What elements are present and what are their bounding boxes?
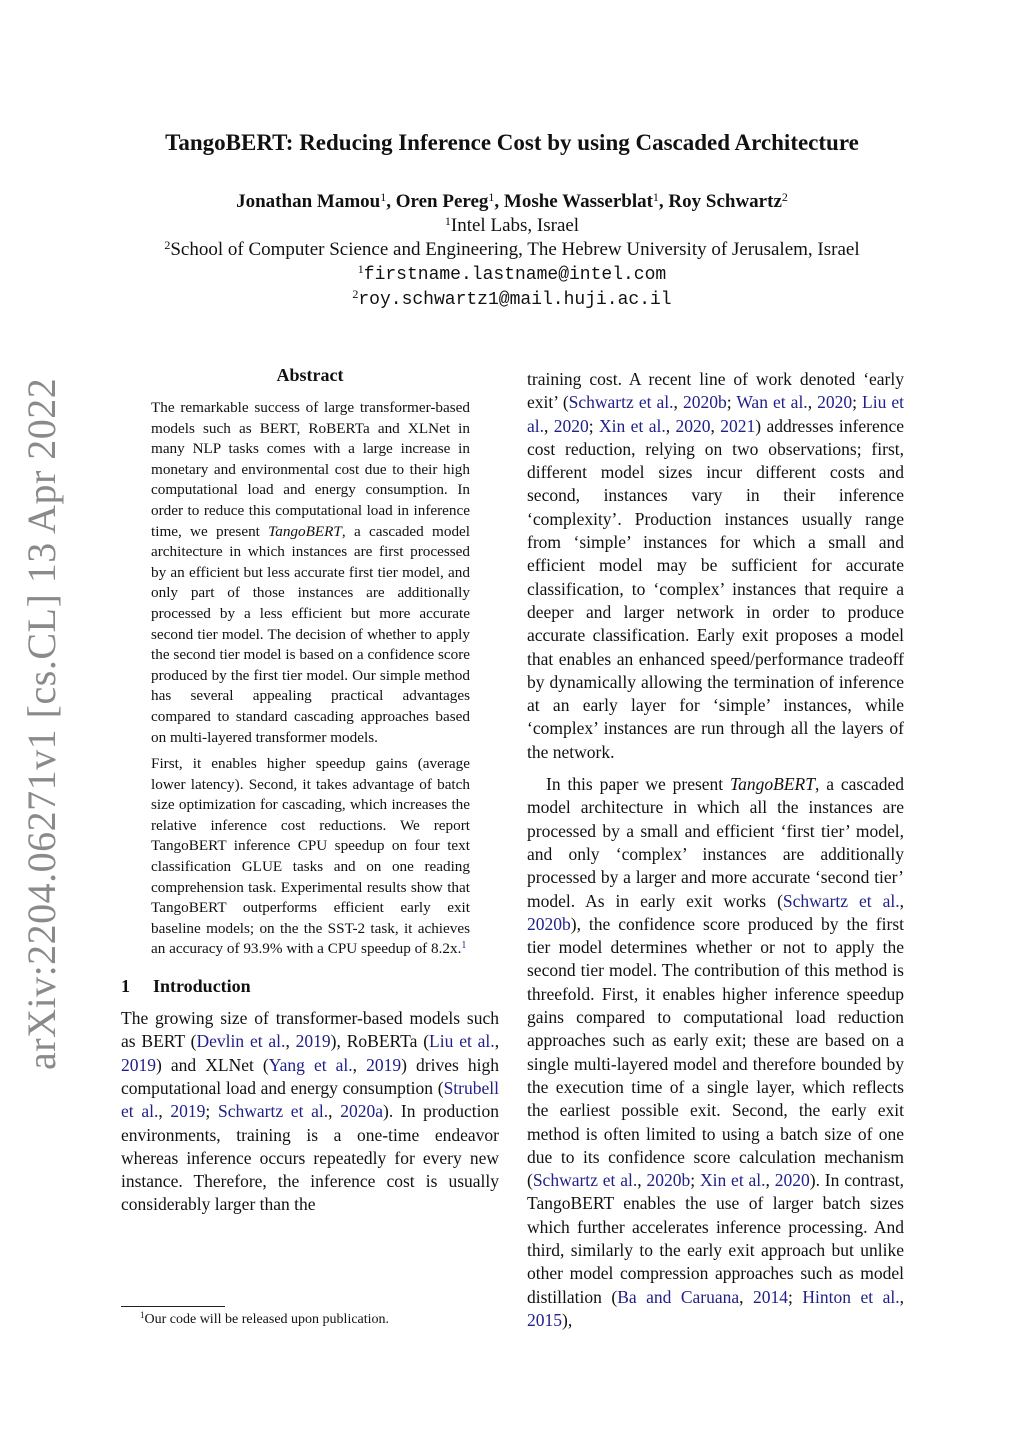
body-text: ,: [899, 890, 905, 911]
footnote: [140, 1312, 389, 1328]
body-text: ,: [158, 1101, 171, 1122]
citation-link[interactable]: 2020: [774, 1170, 810, 1191]
intro-body: [121, 1007, 499, 1217]
body-text: ,: [710, 415, 721, 436]
citation-link[interactable]: 2019: [366, 1054, 402, 1075]
citation-link[interactable]: Strubell et al.: [121, 1077, 499, 1122]
footnote-divider: [121, 1306, 225, 1307]
body-text: ,: [899, 1286, 905, 1307]
citation-link[interactable]: 2014: [753, 1286, 789, 1307]
citation-link[interactable]: Xin et al.: [699, 1170, 766, 1191]
body-text: ,: [544, 415, 554, 436]
citation-link[interactable]: Schwartz et al.: [217, 1101, 329, 1122]
body-text: The growing size of transformer-based models such as BERT (: [121, 1008, 499, 1052]
citation-link[interactable]: 2020: [817, 392, 853, 413]
citation-link[interactable]: Ba and Caruana: [617, 1286, 740, 1307]
affiliation-mark: 1: [444, 214, 451, 228]
body-text: In this paper we present: [546, 774, 731, 795]
body-text: ;: [852, 392, 863, 413]
body-text: ,: [494, 1031, 500, 1052]
body-text: ), RoBERTa (: [330, 1031, 430, 1052]
footnote-mark: 1: [140, 1310, 145, 1320]
body-paragraph: [527, 368, 904, 764]
body-text: ) addresses inference cost reduction, relying on two observations; first, different model sizes incur different costs and second, instances vary in their inference ‘complexity’. Production instances usually range from ‘simple’ instances for which a small and efficient model may be sufficient for accurate classification, to ‘complex’ instances that require a deeper and larger network in order to produce accurate classification. Early exit proposes a model that enables an enhanced speed/performance tradeoff by dynamically allowing the termination of inference at an early layer for ‘simple’ instances, while ‘complex’ instances are run through all the layers of the network.: [527, 415, 905, 762]
citation-link[interactable]: 2020a: [340, 1101, 383, 1122]
citation-link[interactable]: Yang et al.: [268, 1054, 353, 1075]
email-line: [0, 262, 1024, 287]
author-affiliation-mark: 1: [488, 190, 495, 204]
body-paragraph: [527, 773, 904, 1332]
citation-link[interactable]: Schwartz et al.: [782, 890, 900, 911]
abstract-text: , a cascaded model architecture in which instances are first processed by an efficient but less accurate first tier model, and only part of those instances are additionally processed by a less efficient but more accurate second tier model. The decision of whether to apply the second tier model is based on a confidence score produced by the first tier model. Our simple method has several appealing practical advantages compared to standard cascading approaches based on multi-layered transformer models.: [151, 522, 470, 746]
body-text: , a cascaded model architecture in which all the instances are processed by a small and efficient ‘first tier’ model, and only ‘complex’ instances are additionally processed by a larger and more accurate ‘second tier’ model. As in early exit works (: [527, 774, 904, 911]
citation-link[interactable]: Schwartz et al.: [568, 392, 674, 413]
body-text: ,: [673, 392, 683, 413]
citation-link[interactable]: 2020b: [527, 913, 571, 934]
body-text: ) and XLNet (: [156, 1054, 269, 1075]
citation-link[interactable]: 2020: [675, 415, 711, 436]
footnote-link[interactable]: 1: [461, 940, 467, 952]
section-title: Introduction: [153, 976, 251, 997]
affiliation-line: [0, 238, 1024, 262]
citation-link[interactable]: 2021: [720, 415, 756, 436]
citation-link[interactable]: 2019: [121, 1054, 156, 1075]
body-text: ;: [205, 1101, 218, 1122]
email-line: [0, 287, 1024, 312]
email-mark: 1: [357, 262, 364, 276]
abstract-emphasis: TangoBERT: [268, 522, 342, 540]
author-affiliation-mark: 1: [380, 190, 387, 204]
paper-title: TangoBERT: Reducing Inference Cost by using Cascaded Architecture: [165, 130, 859, 155]
body-text: ,: [285, 1031, 296, 1052]
body-text: ,: [807, 392, 818, 413]
body-text: ). In contrast, TangoBERT enables the use of larger batch sizes which further accelerates inference processing. And third, similarly to the early exit approach but unlike other model compression approaches such as model distillation (: [527, 1170, 904, 1307]
abstract-heading: Abstract: [276, 365, 344, 385]
citation-link[interactable]: 2020b: [682, 392, 727, 413]
body-text: ;: [588, 415, 600, 436]
citation-link[interactable]: 2019: [170, 1101, 206, 1122]
citation-link[interactable]: 2015: [527, 1309, 562, 1330]
citation-link[interactable]: Hinton et al.: [802, 1286, 900, 1307]
abstract-body: [151, 398, 470, 960]
author-names: Jonathan Mamou$^1$, Oren Pereg$^1$, Moshe Wasserblat$^1$, Roy Schwartz$^2$: [236, 190, 788, 212]
author-affiliation-mark: 1: [652, 190, 659, 204]
body-text: ,: [739, 1286, 754, 1307]
author-name: Jonathan Mamou: [236, 191, 381, 212]
body-text: ;: [788, 1286, 803, 1307]
author-name: Roy Schwartz: [668, 191, 782, 212]
section-heading: [121, 976, 499, 997]
abstract-text: First, it enables higher speedup gains (average lower latency). Second, it takes advantage of batch size optimization for cascading, which increases the relative inference cost reductions. We report TangoBERT inference CPU speedup on four text classification GLUE tasks and on one reading comprehension task. Experimental results show that TangoBERT outperforms efficient early exit baseline models; on the the SST-2 task, it achieves an accuracy of 93.9% with a CPU speedup of 8.2x.: [151, 755, 470, 958]
citation-link[interactable]: 2020: [553, 415, 589, 436]
body-text: ). In production environments, training is a one-time endeavor whereas inference occurs repeatedly for every new instance. Therefore, the inference cost is usually considerably larger than the: [121, 1101, 499, 1215]
arxiv-identifier: arXiv:2204.06271v1 [cs.CL] 13 Apr 2022: [19, 377, 64, 1070]
author-affiliation-mark: 2: [781, 190, 788, 204]
abstract-paragraph: [151, 754, 470, 960]
body-text: ,: [765, 1170, 775, 1191]
left-column: [121, 365, 499, 1217]
citation-link[interactable]: Xin et al.: [599, 415, 666, 436]
affiliation-text: Intel Labs, Israel: [450, 215, 580, 236]
footnote-text: Our code will be released upon publication.: [144, 1312, 390, 1327]
author-name: Moshe Wasserblat: [503, 191, 653, 212]
citation-link[interactable]: 2020b: [646, 1170, 691, 1191]
body-text: ,: [665, 415, 676, 436]
affiliation-mark: 2: [164, 238, 171, 252]
body-text: ) drives high computational load and energy consumption (: [121, 1054, 499, 1098]
email-address[interactable]: roy.schwartz1@mail.huji.ac.il: [358, 290, 672, 310]
abstract-text: The remarkable success of large transformer-based models such as BERT, RoBERTa and XLNet in many NLP tasks comes with a large increase in monetary and environmental cost due to their high computational load and energy consumption. In order to reduce this computational load in inference time, we present: [151, 399, 470, 540]
section-number: 1: [121, 976, 130, 997]
citation-link[interactable]: Devlin et al.: [196, 1031, 286, 1052]
body-text: ;: [726, 392, 737, 413]
citation-link[interactable]: 2019: [295, 1031, 331, 1052]
emphasis-text: TangoBERT: [730, 774, 815, 795]
citation-link[interactable]: Liu et al.: [527, 392, 905, 436]
email-address[interactable]: firstname.lastname@intel.com: [363, 265, 667, 285]
citation-link[interactable]: Liu et al.: [429, 1031, 495, 1052]
body-text: training cost. A recent line of work denoted ‘early exit’ (: [527, 369, 904, 413]
right-column: [527, 368, 904, 1332]
body-text: ;: [690, 1170, 700, 1191]
body-text: ),: [562, 1309, 573, 1330]
body-text: ,: [352, 1054, 367, 1075]
intro-paragraph: [121, 1007, 499, 1217]
abstract-paragraph: [151, 398, 470, 748]
author-block: [0, 190, 1024, 312]
body-text: ), the confidence score produced by the first tier model determines whether or not to apply the second tier model. The contribution of this method is threefold. First, it enables higher inference speedup gains compared to computational load reduction approaches such as early exit; these are based on a single multi-layered model and therefore bounded by the execution time of a single layer, which reflects the earliest possible exit. Second, the early exit method is often limited to using a batch size of one due to its confidence score calculation mechanism (: [527, 913, 904, 1191]
author-name: Oren Pereg: [395, 191, 489, 212]
citation-link[interactable]: Schwartz et al.: [532, 1170, 638, 1191]
right-body: [527, 368, 904, 1332]
email-mark: 2: [352, 287, 359, 301]
citation-link[interactable]: Wan et al.: [736, 392, 808, 413]
body-text: ,: [637, 1170, 647, 1191]
affiliation-line: [0, 214, 1024, 238]
affiliation-text: School of Computer Science and Engineering, The Hebrew University of Jerusalem, Israel: [170, 239, 860, 260]
body-text: ,: [328, 1101, 341, 1122]
